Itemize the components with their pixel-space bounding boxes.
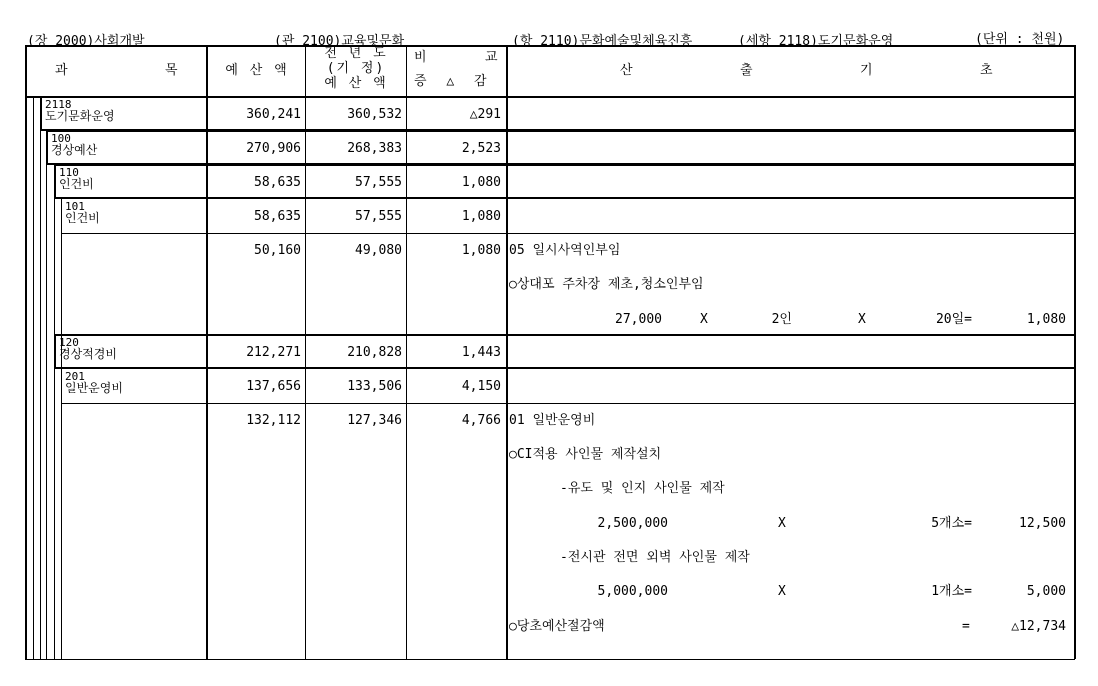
row-box-100 <box>46 130 1076 165</box>
header-prev-3: 예 산 액 <box>324 76 388 91</box>
basis-a-x1: X <box>700 312 708 327</box>
basis-b-sub1-amount: 2,500,000 <box>597 516 668 531</box>
header-comp-1: 비 <box>414 50 427 65</box>
basis-b-cut-total: △12,734 <box>1011 619 1066 634</box>
basis-b-sub2-qty: 1개소= <box>931 584 972 599</box>
row-120-budget: 212,271 <box>246 345 301 360</box>
basis-b-cut-eq: = <box>962 619 970 634</box>
section-label: (관 2100)교육및문화 <box>274 34 405 49</box>
indent-line-1 <box>33 97 34 659</box>
basis-a-days: 20일= <box>935 312 972 327</box>
basis-b-sub1-total: 12,500 <box>1019 516 1066 531</box>
header-gwamok-1: 과 <box>55 63 68 78</box>
basis-b-item: ○CI적용 사인물 제작설치 <box>509 447 662 462</box>
header-comp-3: 증 △ 감 <box>414 74 493 89</box>
row-101-budget: 58,635 <box>254 209 301 224</box>
basis-a-total: 1,080 <box>1026 312 1066 327</box>
row-100-prev: 268,383 <box>347 141 402 156</box>
row-2118-budget: 360,241 <box>246 107 301 122</box>
row-110-diff: 1,080 <box>461 175 501 190</box>
col-border-left <box>25 45 27 659</box>
basis-b-title: 01 일반운영비 <box>509 413 596 428</box>
row-120-name: 120 경상적경비 <box>59 336 117 361</box>
row-201-diff: 4,150 <box>461 379 501 394</box>
header-gwamok-2: 목 <box>165 63 178 78</box>
row-101-prev: 57,555 <box>355 209 402 224</box>
row-101-diff: 1,080 <box>461 209 501 224</box>
indent-line-3 <box>46 131 47 659</box>
unit-label: (단위 : 천원) <box>975 32 1065 47</box>
header-basis-4: 초 <box>980 63 993 78</box>
basis-a-x2: X <box>858 312 866 327</box>
row-box-2118 <box>40 96 1076 131</box>
basis-a-title: 05 일시사역인부임 <box>509 243 621 258</box>
table-top-border <box>25 45 1075 47</box>
row-110-name: 110 인건비 <box>59 166 94 191</box>
indent-line-5 <box>61 199 62 659</box>
indent-line-4 <box>54 165 55 659</box>
subitem-label: (세항 2118)도기문화운영 <box>738 34 894 49</box>
row-detail-a-prev: 49,080 <box>355 243 402 258</box>
basis-b-sub2: -전시관 전면 외벽 사인물 제작 <box>560 550 750 565</box>
table-bottom-border <box>25 659 1075 660</box>
header-basis-1: 산 <box>620 63 633 78</box>
indent-line-2 <box>40 97 41 659</box>
basis-b-sub1: -유도 및 인지 사인물 제작 <box>560 481 725 496</box>
row-100-budget: 270,906 <box>246 141 301 156</box>
row-detail-a-diff: 1,080 <box>461 243 501 258</box>
row-120-diff: 1,443 <box>461 345 501 360</box>
row-120-prev: 210,828 <box>347 345 402 360</box>
row-2118-prev: 360,532 <box>347 107 402 122</box>
header-prev-2: (기 정) <box>326 61 386 76</box>
basis-b-sub2-x: X <box>778 584 786 599</box>
header-budget: 예 산 액 <box>225 63 289 78</box>
row-201-name: 201 일반운영비 <box>65 370 123 395</box>
header-basis-2: 출 <box>740 63 753 78</box>
row-detail-a-budget: 50,160 <box>254 243 301 258</box>
basis-a-persons: 2인 <box>771 312 792 327</box>
chapter-label: (장 2000)사회개발 <box>27 34 145 49</box>
row-100-diff: 2,523 <box>461 141 501 156</box>
basis-b-sub1-x: X <box>778 516 786 531</box>
row-100-name: 100 경상예산 <box>51 132 98 157</box>
row-sep-101 <box>61 233 1075 234</box>
row-detail-b-prev: 127,346 <box>347 413 402 428</box>
item-label: (항 2110)문화예술및체육진흥 <box>512 34 693 49</box>
basis-b-cut: ○당초예산절감액 <box>509 619 605 634</box>
row-sep-201 <box>61 403 1075 404</box>
row-101-name: 101 인건비 <box>65 200 100 225</box>
row-detail-b-diff: 4,766 <box>461 413 501 428</box>
row-110-budget: 58,635 <box>254 175 301 190</box>
basis-b-sub2-total: 5,000 <box>1026 584 1066 599</box>
row-detail-b-budget: 132,112 <box>246 413 301 428</box>
row-110-prev: 57,555 <box>355 175 402 190</box>
row-201-prev: 133,506 <box>347 379 402 394</box>
header-comp-2: 교 <box>485 50 498 65</box>
header-prev-1: 전 년 도 <box>324 46 388 61</box>
header-basis-3: 기 <box>860 63 873 78</box>
basis-b-sub1-qty: 5개소= <box>931 516 972 531</box>
row-2118-name: 2118 도기문화운영 <box>45 98 115 123</box>
row-201-budget: 137,656 <box>246 379 301 394</box>
row-2118-diff: △291 <box>469 107 501 122</box>
basis-b-sub2-amount: 5,000,000 <box>597 584 668 599</box>
basis-a-unit-price: 27,000 <box>615 312 662 327</box>
basis-a-item: ○상대포 주차장 제초,청소인부임 <box>509 277 704 292</box>
